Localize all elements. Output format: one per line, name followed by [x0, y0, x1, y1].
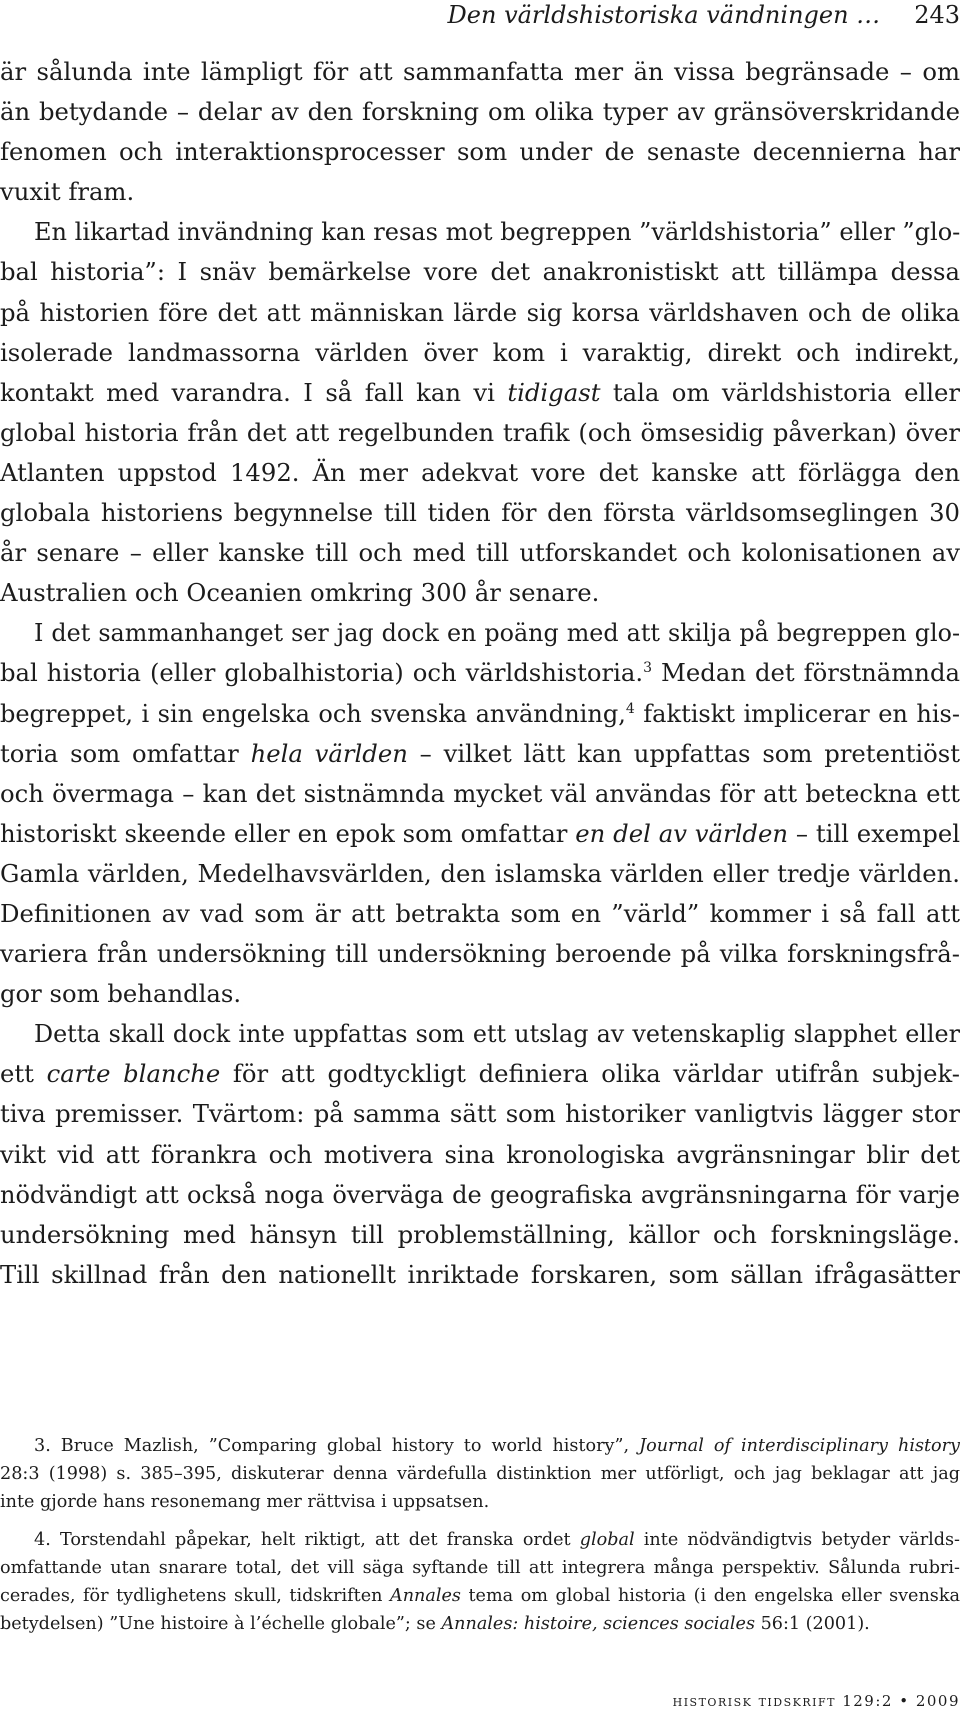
footnote-line	[0, 1526, 960, 1554]
footnote-line: omfattande utan snarare total, det vill säga syftande till att integrera många perspektiv. Sålunda rubri-	[0, 1558, 960, 1578]
running-foot: historisk tidskrift 129:2 • 2009	[672, 1692, 960, 1710]
text-line: på historien före det att människan lärde sig korsa världshaven och de olika	[0, 297, 960, 327]
footnote-line	[0, 1610, 960, 1638]
text-line	[0, 653, 960, 693]
text-line: Atlanten uppstod 1492. Än mer adekvat vore det kanske att förlägga den	[0, 457, 960, 487]
text-line	[0, 814, 960, 854]
text-run: inte nödvändigtvis betyder världs-	[634, 1530, 960, 1550]
text-line: isolerade landmassorna världen över kom i varaktig, direkt och indirekt,	[0, 337, 960, 367]
text-run: begreppet, i sin engelska och svenska användning,	[0, 699, 626, 728]
running-head-title: Den världshistoriska vändningen …	[447, 1, 881, 29]
text-line: fenomen och interaktionsprocesser som under de senaste decennierna har	[0, 137, 960, 167]
text-run: 4. Torstendahl påpekar, helt riktigt, att det franska ordet	[34, 1530, 580, 1550]
text-line: år senare – eller kanske till och med till utforskandet och kolonisationen av	[0, 538, 960, 568]
italic-run: global	[579, 1530, 635, 1550]
text-run: för att godtyckligt definiera olika världar utifrån subjek-	[220, 1059, 960, 1089]
text-line: globala historiens begynnelse till tiden för den första världsomseglingen 30	[0, 498, 960, 528]
italic-run: hela världen	[250, 738, 408, 768]
footnote-ref: 3	[643, 660, 653, 677]
running-head	[448, 0, 960, 30]
text-line: variera från undersökning till undersökning beroende på vilka forskningsfrå-	[0, 939, 960, 969]
footnote-ref: 4	[625, 700, 635, 717]
text-line: Australien och Oceanien omkring 300 år senare.	[0, 578, 600, 608]
italic-run: Annales	[390, 1586, 461, 1606]
text-line: Till skillnad från den nationellt inriktade forskaren, som sällan ifrågasätter	[0, 1259, 960, 1289]
text-line	[0, 734, 960, 774]
body-text	[0, 52, 960, 1295]
text-line: global historia från det att regelbunden trafik (och ömsesidig påverkan) över	[0, 417, 960, 447]
text-run: – vilket lätt kan uppfattas som pretentiöst	[407, 738, 960, 768]
text-line: vuxit fram.	[0, 177, 135, 207]
text-run: historiskt skeende eller en epok som omfattar	[0, 818, 576, 848]
text-line: än betydande – delar av den forskning om olika typer av gränsöverskridande	[0, 97, 960, 127]
text-line: vikt vid att förankra och motivera sina kronologiska avgränsningar blir det	[0, 1139, 960, 1169]
text-line: och övermaga – kan det sistnämnda mycket väl användas för att beteckna ett	[0, 778, 960, 808]
footnote-spacer	[0, 1516, 960, 1526]
footnote-line	[0, 1432, 960, 1460]
text-line: gor som behandlas.	[0, 979, 242, 1009]
text-line: Definitionen av vad som är att betrakta som en ”värld” kommer i så fall att	[0, 898, 960, 928]
text-run: toria som omfattar	[0, 738, 251, 768]
text-line: nödvändigt att också noga överväga de geografiska avgränsningarna för varje	[0, 1180, 960, 1209]
text-run: – till exempel	[787, 818, 960, 848]
italic-run: Journal of interdisciplinary history	[639, 1436, 960, 1456]
italic-run: en del av världen	[575, 818, 788, 848]
italic-run: carte blanche	[46, 1059, 221, 1089]
footnote-line: inte gjorde hans resonemang mer rättvisa i uppsatsen.	[0, 1492, 490, 1512]
text-run: betydelsen) ”Une histoire à l’échelle globale”; se	[0, 1614, 442, 1634]
text-run: ett	[0, 1059, 47, 1089]
text-line: Detta skall dock inte uppfattas som ett utslag av vetenskaplig slapphet eller	[34, 1020, 960, 1049]
italic-run: Annales: histoire, sciences sociales	[441, 1614, 755, 1634]
text-line: bal historia”: I snäv bemärkelse vore det anakronistiskt att tillämpa dessa	[0, 257, 960, 287]
text-run: Medan det förstnämnda	[652, 658, 960, 688]
text-run: 3. Bruce Mazlish, ”Comparing global history to world history”,	[34, 1436, 640, 1456]
text-line: är sålunda inte lämpligt för att sammanfatta mer än vissa begränsade – om	[0, 57, 960, 86]
text-line	[0, 373, 960, 413]
page-number: 243	[914, 1, 960, 29]
text-line: tiva premisser. Tvärtom: på samma sätt som historiker vanligtvis lägger stor	[0, 1099, 960, 1129]
text-run: tema om global historia (i den engelska eller svenska	[460, 1586, 960, 1606]
footnotes	[0, 1432, 960, 1638]
text-line	[0, 1054, 960, 1094]
text-run: kontakt med varandra. I så fall kan vi	[0, 377, 508, 407]
text-line: I det sammanhanget ser jag dock en poäng med att skilja på begreppen glo-	[34, 619, 960, 648]
text-run: cerades, för tydlighetens skull, tidskriften	[0, 1586, 390, 1606]
text-line: Gamla världen, Medelhavsvärlden, den islamska världen eller tredje världen.	[0, 858, 960, 888]
text-line: undersökning med hänsyn till problemställning, källor och forskningsläge.	[0, 1219, 960, 1249]
footnote-line: 28:3 (1998) s. 385–395, diskuterar denna värdefulla distinktion mer utförligt, och jag beklagar att jag	[0, 1464, 960, 1484]
text-run: bal historia (eller globalhistoria) och världshistoria.	[0, 658, 644, 688]
text-line: En likartad invändning kan resas mot begreppen ”världshistoria” eller ”glo-	[34, 218, 960, 247]
text-run: tala om världshistoria eller	[600, 377, 960, 407]
text-run: faktiskt implicerar en his-	[634, 699, 960, 728]
text-run: 56:1 (2001).	[754, 1614, 870, 1634]
text-line	[0, 694, 960, 734]
footnote-line	[0, 1582, 960, 1610]
italic-run: tidigast	[507, 377, 601, 407]
